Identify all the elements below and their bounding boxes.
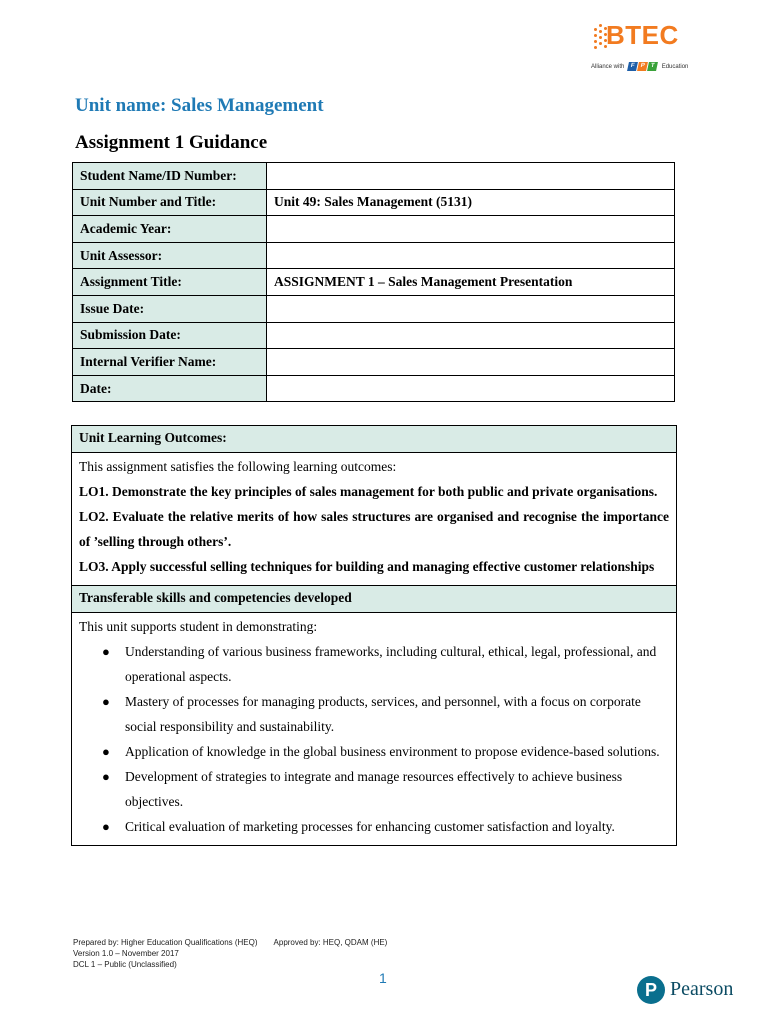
info-label: Student Name/ID Number:	[73, 163, 267, 190]
classification-line: DCL 1 – Public (Unclassified)	[73, 960, 177, 969]
skills-list	[79, 639, 669, 839]
table-row	[73, 216, 675, 243]
pearson-wordmark: Pearson	[670, 978, 734, 1000]
outcomes-intro: This assignment satisfies the following learning outcomes:	[79, 459, 397, 474]
fpt-letter-f: F	[627, 62, 638, 71]
learning-outcome-lo3: LO3. Apply successful selling techniques for building and managing effective customer relationships	[79, 559, 655, 574]
info-label: Assignment Title:	[73, 269, 267, 296]
info-label: Submission Date:	[73, 322, 267, 349]
assignment-info-table	[72, 162, 675, 402]
table-row	[73, 189, 675, 216]
bullet-icon: ●	[102, 644, 110, 659]
list-item	[79, 639, 669, 689]
prepared-by: Prepared by: Higher Education Qualifications (HEQ)	[73, 938, 258, 947]
page-title: Assignment 1 Guidance	[75, 132, 268, 153]
info-value[interactable]	[267, 295, 675, 322]
fpt-logo	[628, 62, 658, 71]
skill-text: Mastery of processes for managing products, services, and personnel, with a focus on corporate social responsibility and sustainability.	[125, 694, 641, 734]
bullet-icon: ●	[102, 694, 110, 709]
alliance-fpt-line	[591, 62, 688, 71]
info-value[interactable]: ASSIGNMENT 1 – Sales Management Presentation	[267, 269, 675, 296]
info-label: Date:	[73, 375, 267, 402]
list-item	[79, 764, 669, 814]
skills-body	[72, 613, 676, 845]
table-row	[73, 322, 675, 349]
fpt-letter-t: T	[647, 62, 658, 71]
bullet-icon: ●	[102, 819, 110, 834]
alliance-suffix: Education	[661, 64, 689, 71]
page-number: 1	[379, 970, 387, 986]
info-value[interactable]	[267, 322, 675, 349]
skill-text: Critical evaluation of marketing processes for enhancing customer satisfaction and loyalty.	[125, 819, 615, 834]
list-item	[79, 739, 669, 764]
table-row	[73, 242, 675, 269]
info-label: Unit Assessor:	[73, 242, 267, 269]
skills-heading: Transferable skills and competencies developed	[72, 585, 676, 613]
bullet-icon: ●	[102, 744, 110, 759]
version-line: Version 1.0 – November 2017	[73, 949, 179, 958]
table-row	[73, 349, 675, 376]
learning-outcome-lo2: LO2. Evaluate the relative merits of how sales structures are organised and recognise the importance of ’selling through others’.	[79, 509, 669, 549]
skill-text: Application of knowledge in the global business environment to propose evidence-based solutions.	[125, 744, 660, 759]
info-label: Internal Verifier Name:	[73, 349, 267, 376]
alliance-prefix: Alliance with	[591, 64, 625, 71]
table-row	[73, 375, 675, 402]
table-row	[73, 295, 675, 322]
info-value[interactable]: Unit 49: Sales Management (5131)	[267, 189, 675, 216]
table-row	[73, 269, 675, 296]
skills-intro: This unit supports student in demonstrating:	[79, 619, 318, 634]
learning-outcome-lo1: LO1. Demonstrate the key principles of sales management for both public and private organisations.	[79, 484, 658, 499]
list-item	[79, 814, 669, 839]
info-value[interactable]	[267, 242, 675, 269]
skill-text: Development of strategies to integrate and manage resources effectively to achieve business objectives.	[125, 769, 623, 809]
fpt-letter-p: P	[637, 62, 648, 71]
outcomes-heading: Unit Learning Outcomes:	[72, 426, 676, 453]
approved-by: Approved by: HEQ, QDAM (HE)	[273, 938, 388, 947]
list-item	[79, 689, 669, 739]
info-value[interactable]	[267, 349, 675, 376]
pearson-logo	[637, 975, 747, 1007]
table-row	[73, 163, 675, 190]
btec-wordmark: BTEC	[606, 20, 679, 50]
info-label: Academic Year:	[73, 216, 267, 243]
unit-name-heading: Unit name: Sales Management	[75, 95, 324, 116]
info-value[interactable]	[267, 216, 675, 243]
info-label: Unit Number and Title:	[73, 189, 267, 216]
info-value[interactable]	[267, 163, 675, 190]
info-value[interactable]	[267, 375, 675, 402]
document-footer	[73, 937, 387, 970]
pearson-p-icon: P	[637, 976, 665, 1004]
bullet-icon: ●	[102, 769, 110, 784]
learning-outcomes-box	[71, 425, 677, 846]
info-label: Issue Date:	[73, 295, 267, 322]
skill-text: Understanding of various business frameworks, including cultural, ethical, legal, professional, and operational aspects.	[125, 644, 657, 684]
outcomes-body	[72, 453, 676, 585]
btec-logo	[592, 22, 692, 78]
